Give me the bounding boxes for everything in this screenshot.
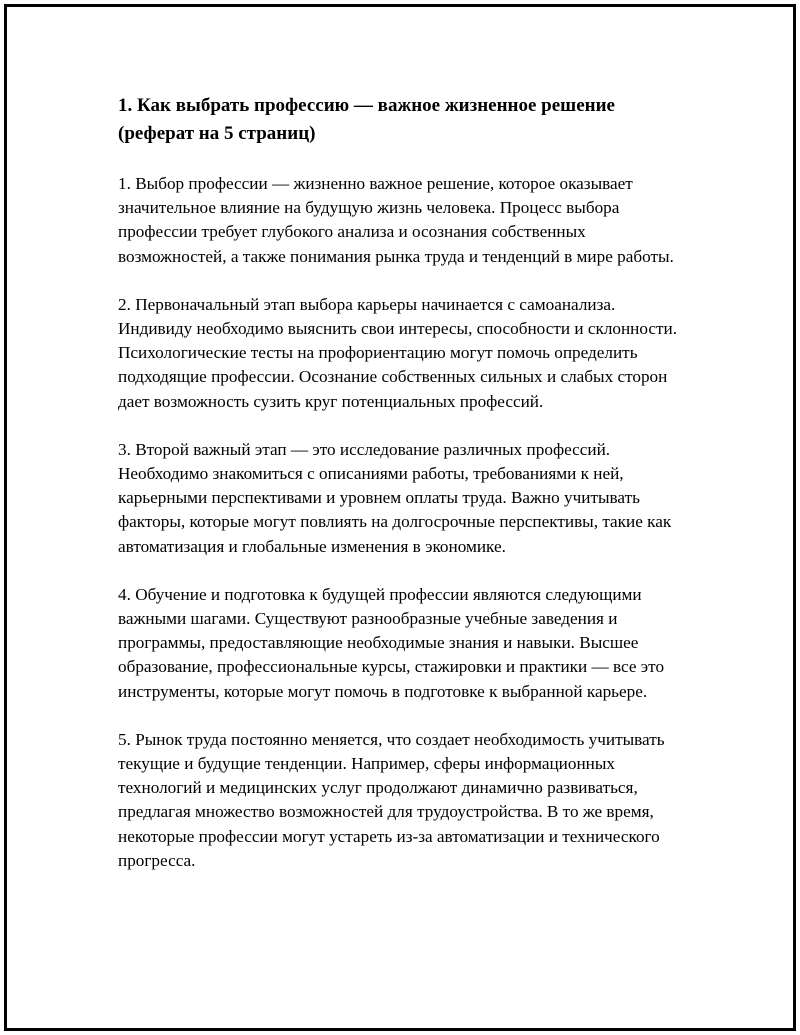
paragraph-5: 5. Рынок труда постоянно меняется, что создает необходимость учитывать текущие и будущие тенденции. Например, сферы информационных технологий и медицинских услуг продолжают динамично развиваться, предлагая множество возможностей для трудоустройства. В то же время, некоторые профессии могут устареть из-за автоматизации и технического прогресса. — [118, 729, 665, 870]
paragraph-4: 4. Обучение и подготовка к будущей профессии являются следующими важными шагами. Существуют разнообразные учебные заведения и программы, предоставляющие необходимые знания и навыки. Высшее образование, профессиональные курсы, стажировки и практики — все это инструменты, которые могут помочь в подготовке к выбранной карьере. — [118, 584, 665, 701]
paragraph-3: 3. Второй важный этап — это исследование различных профессий. Необходимо знакомиться с описаниями работы, требованиями к ней, карьерными перспективами и уровнем оплаты труда. Важно учитывать факторы, которые могут повлиять на долгосрочные перспективы, такие как автоматизация и глобальные изменения в экономике. — [118, 439, 672, 556]
paragraph-1: 1. Выбор профессии — жизненно важное решение, которое оказывает значительное влияние на будущую жизнь человека. Процесс выбора профессии требует глубокого анализа и осознания собственных возможностей, а также понимания рынка труда и тенденций в мире работы. — [118, 174, 674, 266]
document-body — [118, 92, 693, 897]
paragraph-2: 2. Первоначальный этап выбора карьеры начинается с самоанализа. Индивиду необходимо выяснить свои интересы, способности и склонности. Психологические тесты на профориентацию могут помочь определить подходящие профессии. Осознание собственных сильных и слабых сторон дает возможность сузить круг потенциальных профессий. — [118, 294, 678, 411]
document-title: 1. Как выбрать профессию — важное жизненное решение (реферат на 5 страниц) — [118, 95, 615, 144]
